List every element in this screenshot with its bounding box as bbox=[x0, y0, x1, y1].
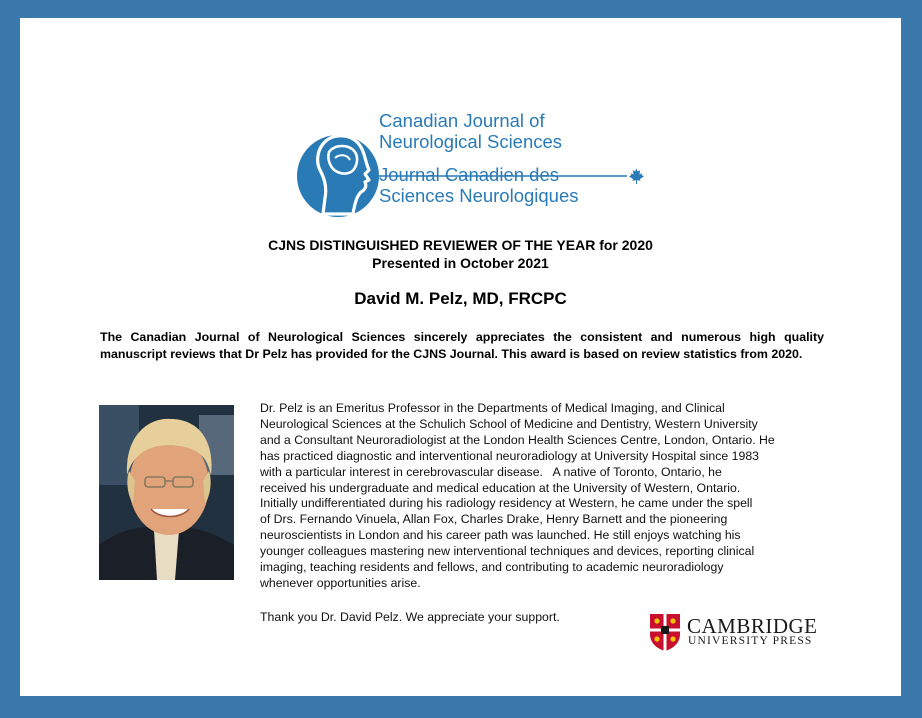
cambridge-shield-icon bbox=[648, 612, 682, 652]
award-date-line: Presented in October 2021 bbox=[372, 255, 549, 271]
cambridge-name: CAMBRIDGE bbox=[687, 614, 818, 638]
maple-leaf-icon bbox=[629, 168, 644, 184]
award-title-line: CJNS DISTINGUISHED REVIEWER OF THE YEAR for 2020 bbox=[268, 237, 653, 253]
cambridge-logo bbox=[648, 612, 828, 652]
journal-title-en: Canadian Journal of Neurological Sciences bbox=[379, 110, 563, 152]
appreciation-text: The Canadian Journal of Neurological Sciences sincerely appreciates the consistent and numerous high quality manuscript reviews that Dr Pelz has provided for the CJNS Journal. This award is based on review statistics from 2020. bbox=[100, 330, 824, 361]
thank-you-text: Thank you Dr. David Pelz. We appreciate your support. bbox=[260, 610, 560, 624]
cjns-logo bbox=[295, 110, 655, 240]
biography: Dr. Pelz is an Emeritus Professor in the Departments of Medical Imaging, and Clinical Neurological Sciences at the Schulich School of Medicine and Dentistry, Western University and a Consultant Neuroradiologist at the London Health Sciences Centre, London, Ontario. He has practiced diagnostic and interventional neuroradiology at University Hospital since 1983 with a particular interest in cerebrovascular disease. A native of Toronto, Ontario, he received his undergraduate and medical education at the University of Western, Ontario. Initially undifferentiated during his radiology residency at Western, he came under the spell of Drs. Fernando Vinuela, Allan Fox, Charles Drake, Henry Barnett and the pioneering neuroscientists in London and his career path was launched. He still enjoys watching his younger colleagues mastering new interventional techniques and devices, reporting clinical imaging, teaching residents and fellows, and contributing to academic neuroradiology whenever opportunities arise. bbox=[260, 401, 775, 590]
university-press-label: UNIVERSITY PRESS bbox=[688, 635, 813, 647]
honoree-photo bbox=[99, 405, 234, 580]
award-title bbox=[20, 236, 901, 272]
journal-title-fr: Journal Canadien des Sciences Neurologiques bbox=[379, 164, 579, 206]
award-card bbox=[20, 18, 901, 696]
honoree-name: David M. Pelz, MD, FRCPC bbox=[354, 289, 567, 308]
